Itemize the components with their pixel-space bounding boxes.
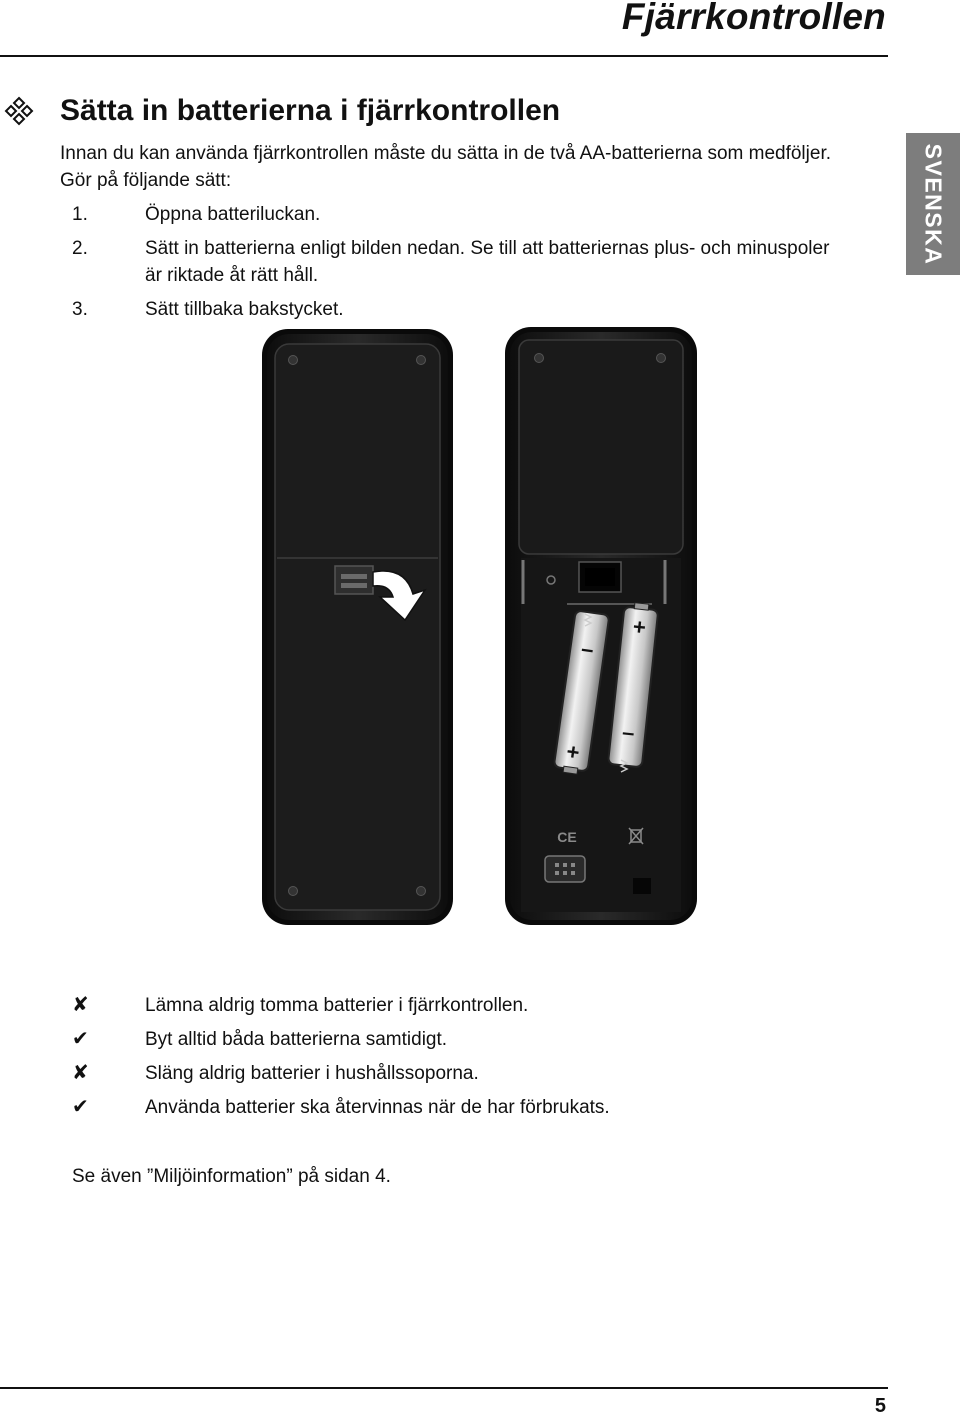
cross-icon: ✘: [72, 1062, 89, 1084]
header-rule: [0, 55, 888, 57]
minus-pole-label: –: [579, 635, 596, 663]
check-icon: ✔: [72, 1096, 89, 1118]
battery-notes: [72, 992, 610, 1128]
step-number: 2.: [72, 238, 88, 259]
step-item: [60, 201, 850, 228]
note-item: [72, 1094, 610, 1121]
step-text: Sätt in batterierna enligt bilden nedan. Se till att batteriernas plus- och minuspoler är riktade åt rätt håll.: [145, 238, 830, 286]
remote-open-compartment: [505, 327, 697, 925]
minus-pole-label: –: [620, 719, 636, 746]
section-title: Sätta in batterierna i fjärrkontrollen: [60, 94, 561, 127]
remote-battery-illustration: [255, 322, 705, 932]
note-text: Lämna aldrig tomma batterier i fjärrkontrollen.: [145, 995, 529, 1016]
see-also-reference: Se även ”Miljöinformation” på sidan 4.: [72, 1166, 391, 1187]
plus-pole-label: +: [631, 613, 648, 640]
language-tab-label: SVENSKA: [920, 143, 947, 265]
plus-pole-label: +: [564, 738, 582, 766]
note-text: Byt alltid båda batterierna samtidigt.: [145, 1029, 448, 1050]
step-text: Sätt tillbaka bakstycket.: [145, 299, 344, 320]
check-icon: ✔: [72, 1028, 89, 1050]
note-text: Använda batterier ska återvinnas när de har förbrukats.: [145, 1097, 610, 1118]
page-title: Fjärrkontrollen: [621, 0, 886, 37]
step-number: 1.: [72, 204, 88, 225]
section-heading: [4, 94, 560, 128]
step-item: [60, 296, 850, 323]
note-item: [72, 992, 610, 1019]
recycle-bin-icon: [629, 828, 643, 844]
remote-closed-back: [262, 329, 453, 925]
note-item: [72, 1060, 610, 1087]
step-item: [60, 235, 850, 289]
page-number: 5: [874, 1395, 886, 1417]
intro-paragraph: Innan du kan använda fjärrkontrollen måste du sätta in de två AA-batterierna som medföljer. Gör på följande sätt:: [60, 143, 832, 191]
step-text: Öppna batteriluckan.: [145, 204, 321, 225]
battery-latch: [335, 566, 373, 594]
four-diamond-icon: [4, 96, 34, 126]
step-number: 3.: [72, 299, 88, 320]
note-item: [72, 1026, 610, 1053]
note-text: Släng aldrig batterier i hushållssoporna.: [145, 1063, 479, 1084]
ce-mark: CE: [557, 829, 577, 845]
footer-rule: [0, 1387, 888, 1389]
cross-icon: ✘: [72, 994, 89, 1016]
steps-list: [60, 201, 850, 330]
language-tab: [906, 133, 960, 275]
